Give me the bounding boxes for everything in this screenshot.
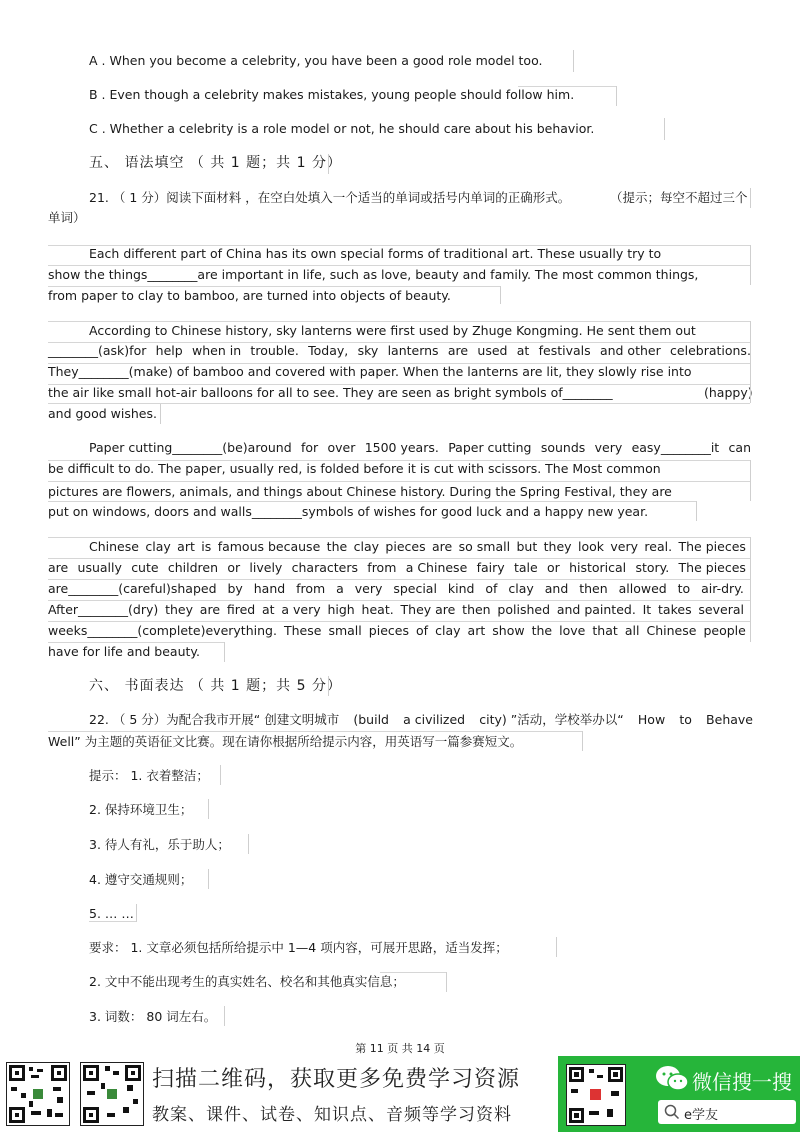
section-six-title: 六、 书面表达 （ 共 1 题；共 5 分） [89, 678, 342, 694]
passage-p3-line3: pictures are flowers, animals, and things about Chinese history. During the Spring Festival, they are [48, 484, 672, 499]
tip-3: 3. 待人有礼，乐于助人； [89, 837, 230, 852]
passage-p2-line4: the air like small hot-air balloons for all to see. They are seen as bright symbols of________ [48, 385, 613, 400]
section-five-title: 五、 语法填空 （ 共 1 题；共 1 分） [89, 155, 342, 171]
option-c: C . Whether a celebrity is a role model or not, he should care about his behavior. [89, 121, 595, 136]
passage-p2-line2: ________(ask)for help when in trouble. Today, sky lanterns are used at festivals and other celebrations. [48, 343, 751, 358]
passage-p4-line1: Chinese clay art is famous because the clay pieces are so small but they look very real. The pieces [89, 539, 746, 554]
tip-4: 4. 遵守交通规则； [89, 872, 193, 887]
question-22-prompt-cont: Well” 为主题的英语征文比赛。现在请你根据所给提示内容，用英语写一篇参赛短文。 [48, 734, 523, 749]
requirement-2: 2. 文中不能出现考生的真实姓名、校名和其他真实信息； [89, 974, 405, 989]
tip-2: 2. 保持环境卫生； [89, 802, 193, 817]
option-a: A . When you become a celebrity, you have been a good role model too. [89, 53, 543, 68]
passage-p4-line4: After________(dry) they are fired at a very high heat. They are then polished and painted. It takes several [48, 602, 744, 617]
passage-p1-line1: Each different part of China has its own special forms of traditional art. These usually try to [89, 246, 662, 261]
tip-5: 5. … … [89, 906, 134, 921]
wechat-search-title: 微信搜一搜 [692, 1070, 792, 1094]
banner-headline: 扫描二维码，获取更多免费学习资源 [152, 1067, 521, 1092]
passage-p4-line6: have for life and beauty. [48, 644, 201, 659]
requirement-3: 3. 词数： 80 词左右。 [89, 1009, 217, 1024]
requirement-1: 要求： 1. 文章必须包括所给提示中 1—4 项内容，可展开思路，适当发挥； [89, 940, 508, 955]
passage-p3-line1: Paper cutting________(be)around for over 1500 years. Paper cutting sounds very easy________it can [89, 440, 751, 455]
question-21-instruction-cont: 单词） [48, 210, 86, 225]
passage-p4-line3: are________(careful)shaped by hand from a very special kind of clay and then allowed to air-dry. [48, 581, 744, 596]
passage-p2-line3: They________(make) of bamboo and covered with paper. When the lanterns are lit, they slowly rise into [48, 364, 692, 379]
option-b: B . Even though a celebrity makes mistakes, young people should follow him. [89, 87, 575, 102]
qr-code-1 [6, 1062, 70, 1126]
passage-p3-line4: put on windows, doors and walls________symbols of wishes for good luck and a happy new year. [48, 504, 649, 519]
wechat-search-query: e学友 [684, 1108, 718, 1123]
qr-code-2 [80, 1062, 144, 1126]
question-21-hint: （提示；每空不超过三个 [610, 190, 748, 205]
passage-p2-line4-end: (happy) [704, 385, 753, 400]
passage-p2-line1: According to Chinese history, sky lanterns were first used by Zhuge Kongming. He sent them out [89, 323, 696, 338]
passage-p4-line5: weeks________(complete)everything. These small pieces of clay art show the love that all Chinese people [48, 623, 746, 638]
qr-code-3 [566, 1064, 626, 1126]
wechat-logo-icon [654, 1064, 690, 1094]
passage-p1-line3: from paper to clay to bamboo, are turned into objects of beauty. [48, 288, 451, 303]
passage-p3-line2: be difficult to do. The paper, usually red, is folded before it is cut with scissors. The Most common [48, 461, 661, 476]
tip-1: 提示： 1. 衣着整洁； [89, 768, 209, 783]
search-icon [664, 1104, 680, 1120]
question-22-prompt: 22. （ 5 分）为配合我市开展“ 创建文明城市 (build a civilized city) ”活动，学校举办以“ How to Behave [89, 712, 753, 727]
question-21-instruction: 21. （ 1 分）阅读下面材料 ，在空白处填入一个适当的单词或括号内单词的正确形式。 [89, 190, 571, 205]
banner-subline: 教案、课件、试卷、知识点、音频等学习资料 [152, 1105, 512, 1125]
passage-p2-line5: and good wishes. [48, 406, 157, 421]
passage-p4-line2: are usually cute children or lively characters from a Chinese fairy tale or historical story. The pieces [48, 560, 746, 575]
page-number: 第 11 页 共 14 页 [355, 1042, 445, 1055]
passage-p1-line2: show the things________are important in life, such as love, beauty and family. The most common things, [48, 267, 699, 282]
